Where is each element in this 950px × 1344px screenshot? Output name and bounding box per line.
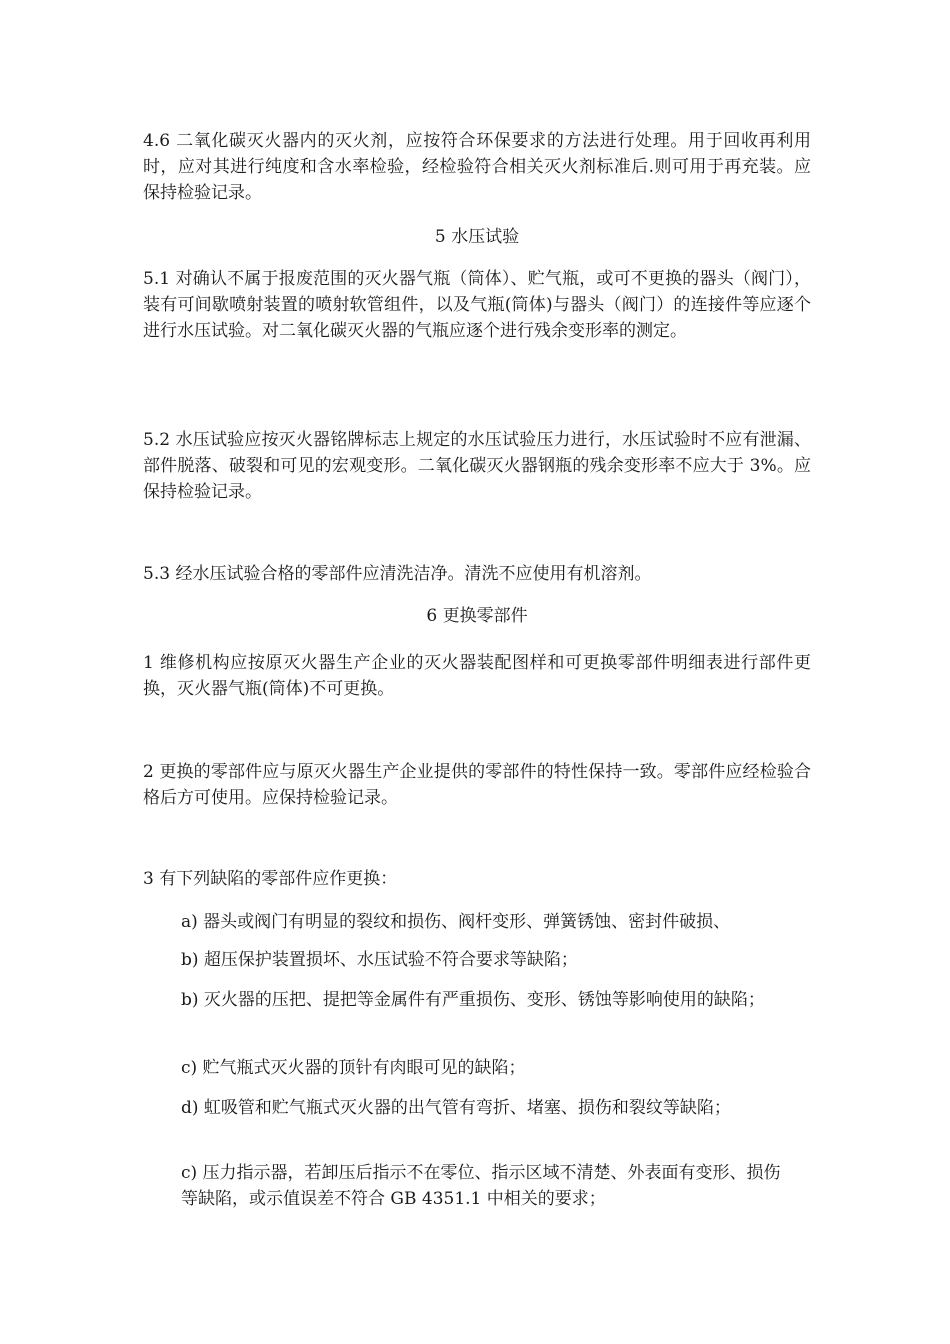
list-item-a: a) 器头或阀门有明显的裂纹和损伤、阀杆变形、弹簧锈蚀、密封件破损、 <box>181 912 731 932</box>
list-item-c-pin: c) 贮气瓶式灭火器的顶针有肉眼可见的缺陷； <box>181 1058 526 1078</box>
paragraph-6-1: 1 维修机构应按原灭火器生产企业的灭火器装配图样和可更换零部件明细表进行部件更换，灭火器气瓶(筒体)不可更换。 <box>143 653 811 699</box>
paragraph-4-6: 4.6 二氧化碳灭火器内的灭火剂，应按符合环保要求的方法进行处理。用于回收再利用时，应对其进行纯度和含水率检验，经检验符合相关灭火剂标准后.则可用于再充装。应保持检验记录。 <box>143 131 811 203</box>
list-item-b-overpressure: b) 超压保护装置损坏、水压试验不符合要求等缺陷； <box>181 950 578 970</box>
paragraph-6-3: 3 有下列缺陷的零部件应作更换： <box>143 869 398 889</box>
paragraph-6-2: 2 更换的零部件应与原灭火器生产企业提供的零部件的特性保持一致。零部件应经检验合格后方可使用。应保持检验记录。 <box>143 762 811 808</box>
paragraph-5-3: 5.3 经水压试验合格的零部件应清洗洁净。清洗不应使用有机溶剂。 <box>143 564 652 584</box>
list-item-b-handles: b) 灭火器的压把、提把等金属件有严重损伤、变形、锈蚀等影响使用的缺陷； <box>181 990 765 1010</box>
list-item-c-pressure-indicator: c) 压力指示器，若卸压后指示不在零位、指示区域不清楚、外表面有变形、损伤等缺陷，或示值误差不符合 GB 4351.1 中相关的要求； <box>181 1163 781 1209</box>
paragraph-5-2: 5.2 水压试验应按灭火器铭牌标志上规定的水压试验压力进行，水压试验时不应有泄漏、部件脱落、破裂和可见的宏观变形。二氧化碳灭火器钢瓶的残余变形率不应大于 3%。应保持检验记录。 <box>143 430 811 502</box>
list-item-d-siphon: d) 虹吸管和贮气瓶式灭火器的出气管有弯折、堵塞、损伤和裂纹等缺陷； <box>181 1098 731 1118</box>
heading-section-5: 5 水压试验 <box>434 227 520 247</box>
paragraph-5-1: 5.1 对确认不属于报废范围的灭火器气瓶（筒体）、贮气瓶，或可不更换的器头（阀门），装有可间歇喷射装置的喷射软管组件，以及气瓶(筒体)与器头（阀门）的连接件等应逐个进行水压试验。对二氧化碳灭火器的气瓶应逐个进行残余变形率的测定。 <box>143 269 811 341</box>
heading-section-6: 6 更换零部件 <box>426 606 528 626</box>
